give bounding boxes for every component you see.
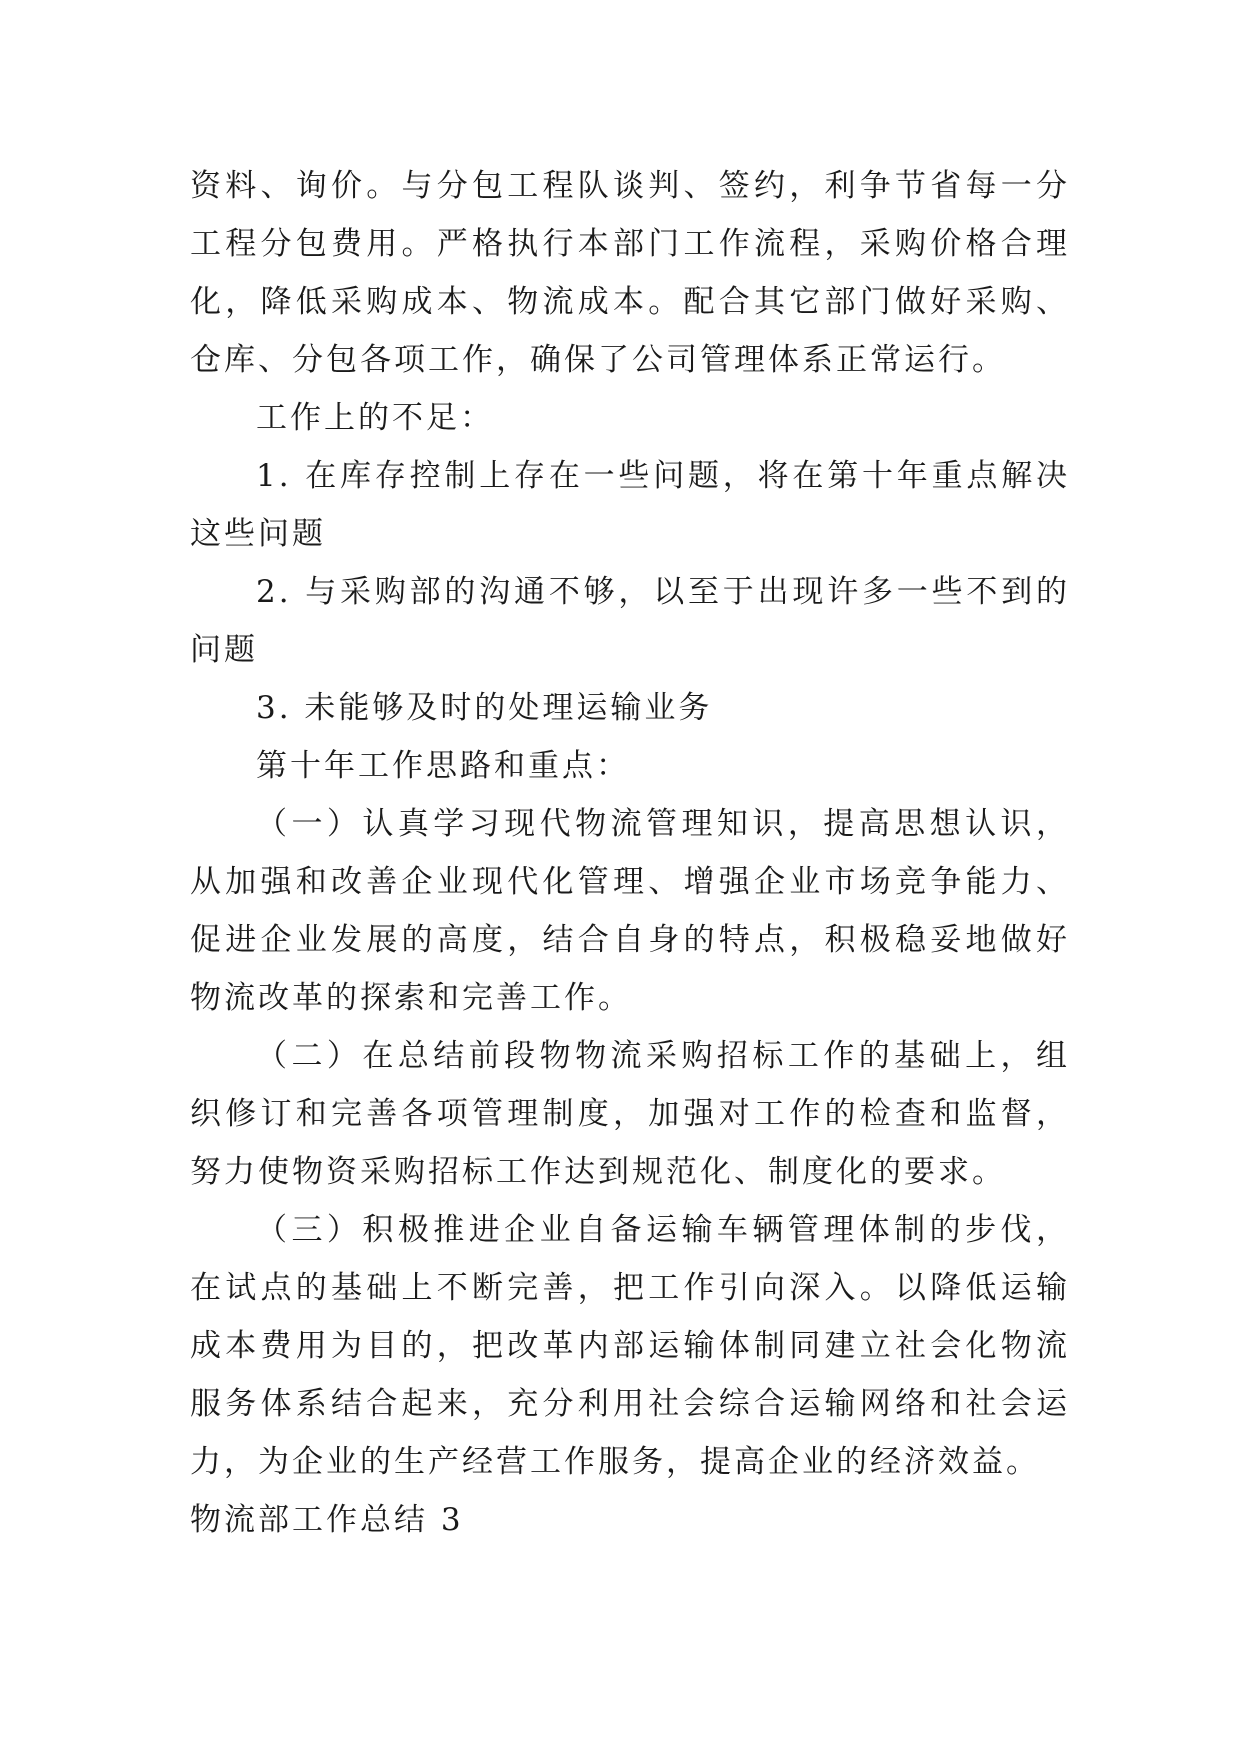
- paragraph-shortcoming-1: 1. 在库存控制上存在一些问题，将在第十年重点解决这些问题: [190, 458, 1070, 552]
- paragraph-continuation: 资料、询价。与分包工程队谈判、签约，利争节省每一分工程分包费用。严格执行本部门工作流程，采购价格合理化，降低采购成本、物流成本。配合其它部门做好采购、仓库、分包各项工作，确保了公司管理体系正常运行。: [190, 168, 1070, 378]
- paragraph-plan-2: （二）在总结前段物物流采购招标工作的基础上，组织修订和完善各项管理制度，加强对工作的检查和监督，努力使物资采购招标工作达到规范化、制度化的要求。: [190, 1038, 1070, 1190]
- section-title: 物流部工作总结 3: [190, 1502, 464, 1538]
- paragraph-plan-1: （一）认真学习现代物流管理知识，提高思想认识，从加强和改善企业现代化管理、增强企业市场竞争能力、促进企业发展的高度，结合自身的特点，积极稳妥地做好物流改革的探索和完善工作。: [190, 806, 1070, 1016]
- paragraph-shortcoming-2: 2. 与采购部的沟通不够，以至于出现许多一些不到的问题: [190, 574, 1070, 668]
- paragraph-plan-3: （三）积极推进企业自备运输车辆管理体制的步伐，在试点的基础上不断完善，把工作引向深入。以降低运输成本费用为目的，把改革内部运输体制同建立社会化物流服务体系结合起来，充分利用社会综合运输网络和社会运力，为企业的生产经营工作服务，提高企业的经济效益。: [190, 1212, 1070, 1480]
- document-body: [190, 157, 1070, 1549]
- paragraph-shortcomings-heading: 工作上的不足：: [256, 400, 494, 436]
- paragraph-plan-heading: 第十年工作思路和重点：: [256, 748, 630, 784]
- paragraph-shortcoming-3: 3. 未能够及时的处理运输业务: [256, 690, 713, 726]
